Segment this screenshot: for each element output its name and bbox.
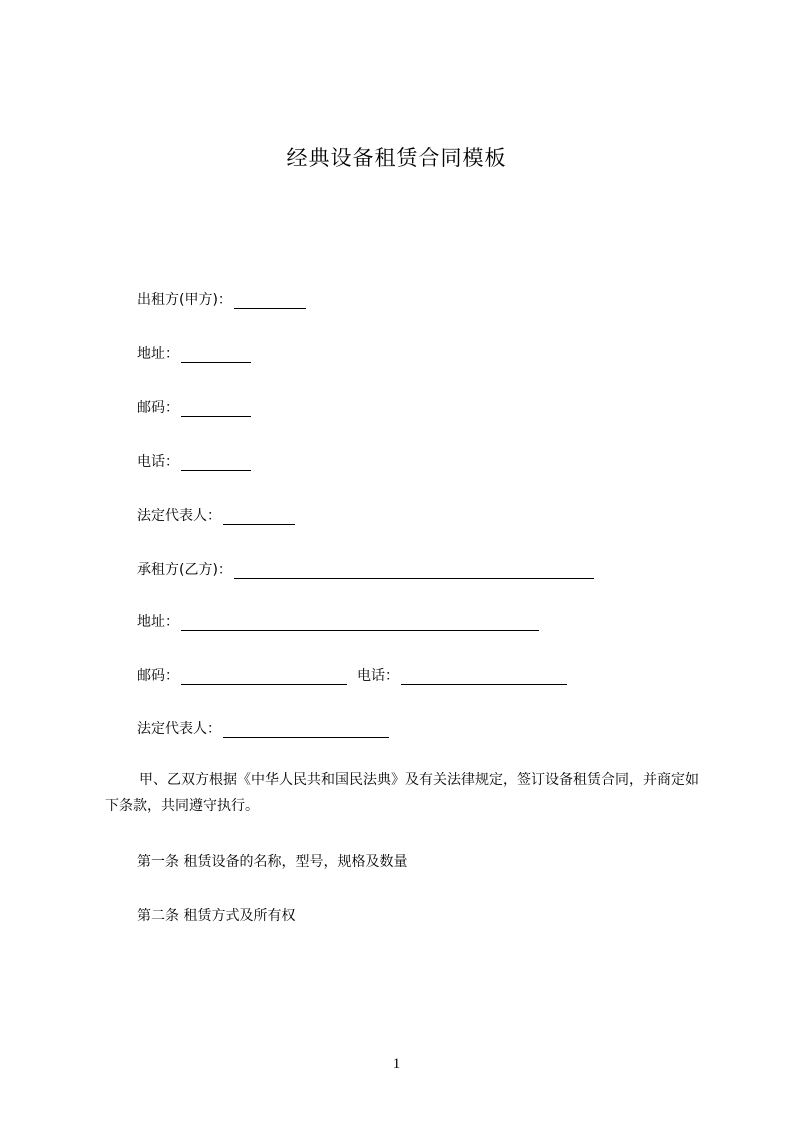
lessor-representative-field	[137, 505, 295, 525]
lessee-representative-label: 法定代表人：	[137, 721, 221, 737]
lessee-address-blank[interactable]	[181, 616, 539, 631]
lessor-blank[interactable]	[234, 294, 306, 309]
lessee-postcode-label: 邮码：	[137, 668, 179, 684]
page-number: 1	[392, 1056, 401, 1072]
lessor-address-label: 地址：	[137, 346, 179, 362]
lessor-postcode-field	[137, 397, 251, 417]
lessee-phone-label: 电话：	[357, 668, 399, 684]
lessor-address-field	[137, 343, 251, 363]
lessor-representative-blank[interactable]	[223, 510, 295, 525]
clause-1: 第一条 租赁设备的名称，型号，规格及数量	[137, 854, 408, 870]
lessee-phone-blank[interactable]	[401, 670, 567, 685]
lessee-field	[137, 559, 594, 579]
lessor-representative-label: 法定代表人：	[137, 508, 221, 524]
lessor-postcode-label: 邮码：	[137, 400, 179, 416]
lessor-field	[137, 289, 306, 309]
lessee-blank[interactable]	[234, 564, 594, 579]
lessee-address-label: 地址：	[137, 614, 179, 630]
document-title: 经典设备租赁合同模板	[286, 146, 507, 170]
clause-2: 第二条 租赁方式及所有权	[137, 908, 296, 924]
lessor-phone-field	[137, 451, 251, 471]
lessee-postcode-phone-field	[137, 665, 567, 685]
lessee-postcode-blank[interactable]	[181, 670, 347, 685]
lessor-address-blank[interactable]	[181, 348, 251, 363]
lessee-representative-field	[137, 718, 389, 738]
lessor-label: 出租方(甲方)：	[137, 292, 232, 308]
lessee-label: 承租方(乙方)：	[137, 562, 232, 578]
lessor-phone-label: 电话：	[137, 454, 179, 470]
lessee-address-field	[137, 611, 539, 631]
lessor-postcode-blank[interactable]	[181, 402, 251, 417]
lessee-representative-blank[interactable]	[223, 723, 389, 738]
intro-paragraph: 甲、乙双方根据《中华人民共和国民法典》及有关法律规定，签订设备租赁合同，并商定如下条款，共同遵守执行。	[105, 772, 699, 814]
lessor-phone-blank[interactable]	[181, 456, 251, 471]
